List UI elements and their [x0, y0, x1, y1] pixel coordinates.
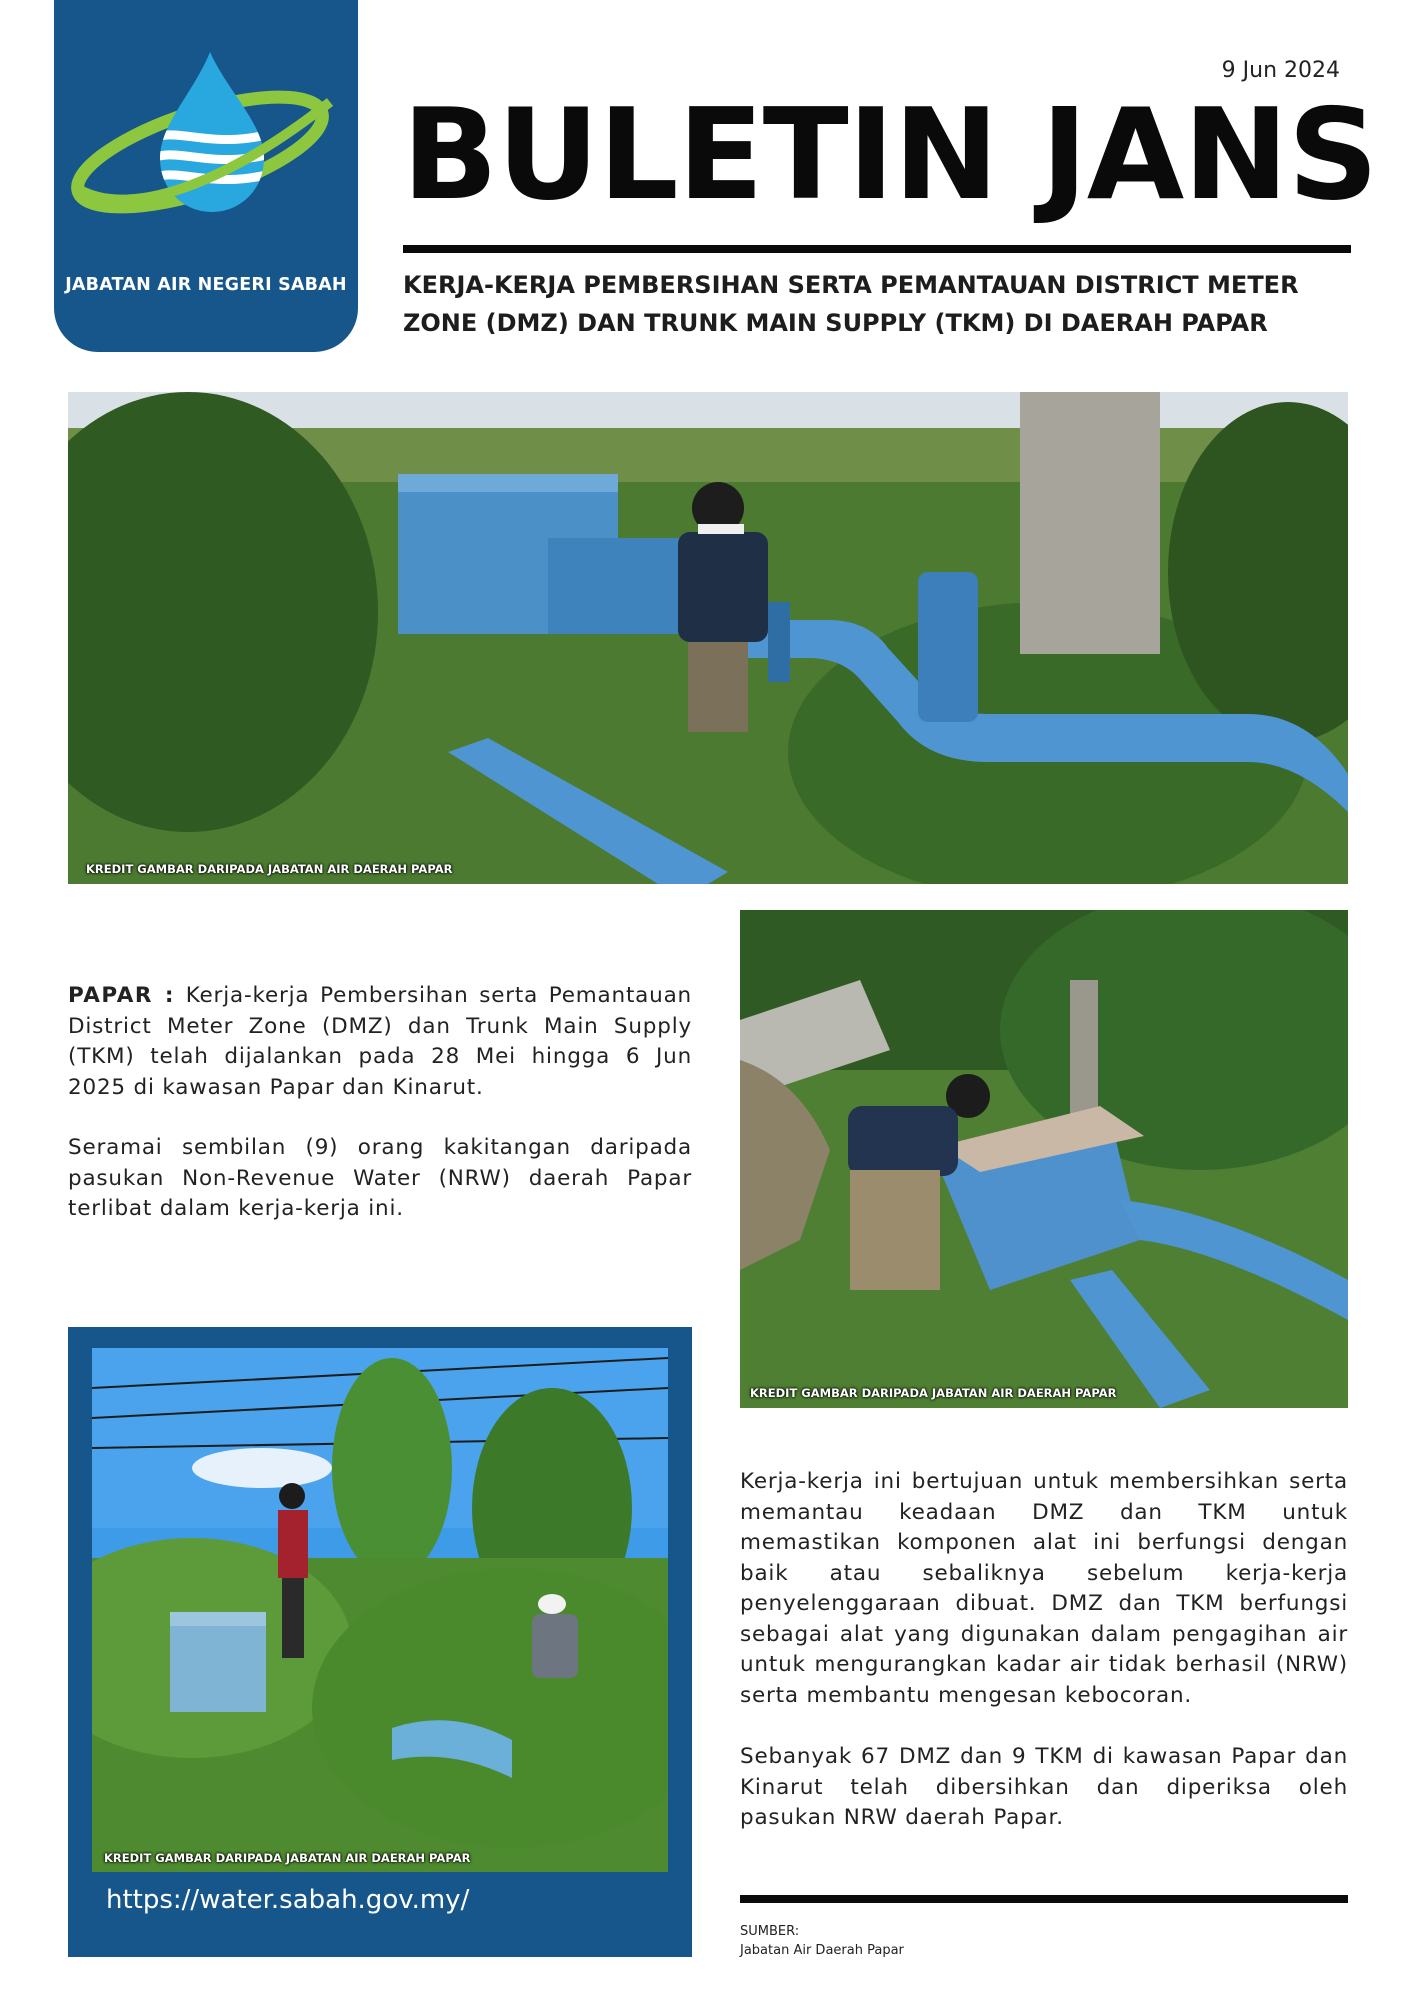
article-paragraph-1: [68, 981, 692, 1103]
headline: KERJA-KERJA PEMBERSIHAN SERTA PEMANTAUAN DISTRICT METER ZONE (DMZ) DAN TRUNK MAIN SUPPLY (TKM) DI DAERAH PAPAR: [403, 271, 1299, 337]
title-divider: [403, 245, 1351, 253]
source-value: Jabatan Air Daerah Papar: [740, 1943, 904, 1958]
photo-vegetation-clearing: [92, 1348, 668, 1872]
article-paragraph-4: Sebanyak 67 DMZ dan 9 TKM di kawasan Papar dan Kinarut telah dibersihkan dan diperiksa oleh pasukan NRW daerah Papar.: [740, 1744, 1348, 1830]
photo-credit: KREDIT GAMBAR DARIPADA JABATAN AIR DAERAH PAPAR: [86, 862, 453, 876]
water-drop-logo-icon: [68, 40, 344, 240]
photo-credit: KREDIT GAMBAR DARIPADA JABATAN AIR DAERAH PAPAR: [104, 1851, 471, 1865]
photo-meter-box-inspection: [740, 910, 1348, 1408]
source-divider: [740, 1895, 1348, 1903]
website-link[interactable]: https://water.sabah.gov.my/: [106, 1885, 470, 1915]
photo-dmz-inspection-wide: [68, 392, 1348, 884]
article-paragraph-3: Kerja-kerja ini bertujuan untuk membersihkan serta memantau keadaan DMZ dan TKM untuk memastikan komponen alat ini berfungsi dengan baik atau sebaliknya sebelum kerja-kerja penyelenggaraan dibuat. DMZ dan TKM berfungsi sebagai alat yang digunakan dalam pengagihan air untuk mengurangkan kadar air tidak berhasil (NRW) serta membantu mengesan kebocoran.: [740, 1469, 1348, 1708]
dateline: PAPAR :: [68, 983, 176, 1008]
organization-name: JABATAN AIR NEGERI SABAH: [65, 275, 347, 295]
paragraph-1-text: Kerja-kerja Pembersihan serta Pemantauan District Meter Zone (DMZ) dan Trunk Main Supply (TKM) telah dijalankan pada 28 Mei hingga 6 Jun 2025 di kawasan Papar dan Kinarut.: [68, 983, 692, 1100]
issue-date: 9 Jun 2024: [1221, 58, 1340, 83]
article-paragraph-2: Seramai sembilan (9) orang kakitangan daripada pasukan Non-Revenue Water (NRW) daerah Papar terlibat dalam kerja-kerja ini.: [68, 1135, 692, 1221]
logo-block: [54, 0, 358, 352]
bulletin-title: BULETIN JANS: [402, 81, 1378, 228]
photo-credit: KREDIT GAMBAR DARIPADA JABATAN AIR DAERAH PAPAR: [750, 1386, 1117, 1400]
source-label: SUMBER:: [740, 1924, 800, 1939]
